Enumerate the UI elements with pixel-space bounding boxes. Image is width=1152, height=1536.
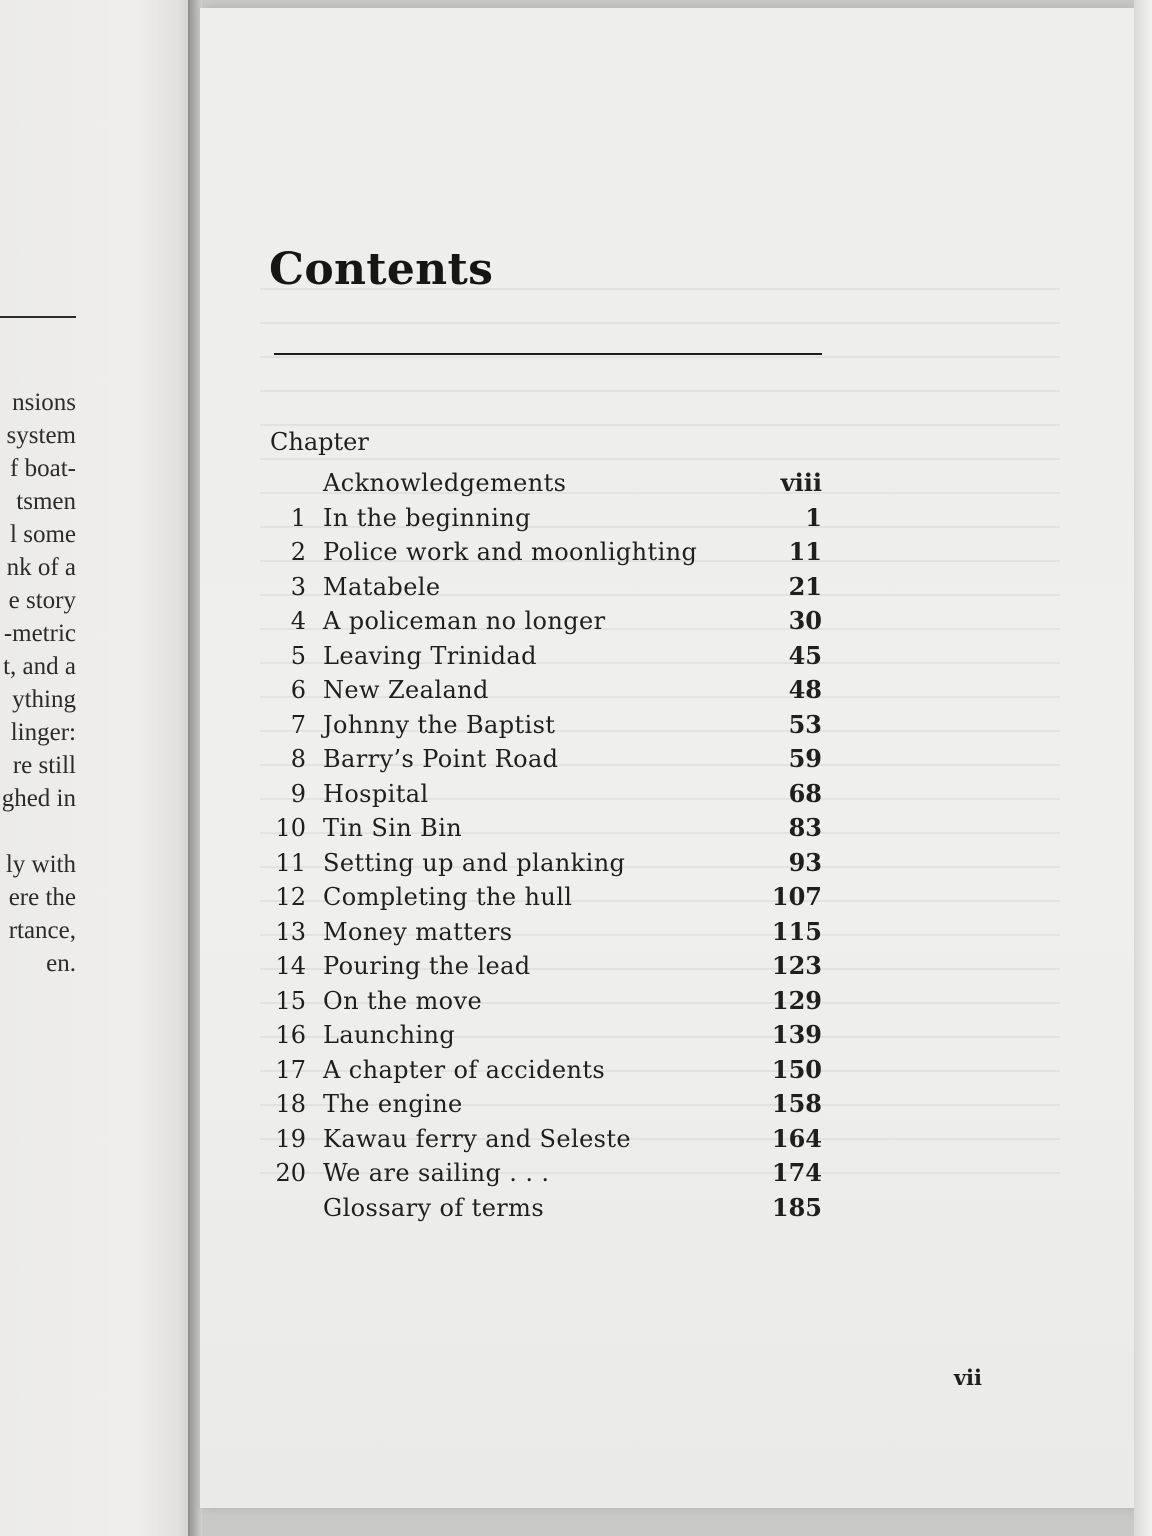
- chapter-page-number: 185: [771, 1192, 822, 1222]
- chapter-title: Completing the hull: [323, 883, 573, 911]
- chapter-number: 17: [275, 1055, 306, 1084]
- toc-entry: [270, 1156, 822, 1191]
- chapter-number: 13: [275, 917, 306, 946]
- chapter-page-number: 30: [788, 606, 822, 635]
- chapter-number: 14: [275, 952, 306, 980]
- chapter-number: 20: [275, 1159, 306, 1187]
- chapter-page-number: 48: [788, 675, 822, 704]
- chapter-page-number: 107: [771, 882, 822, 911]
- chapter-title: Kawau ferry and Seleste: [323, 1124, 632, 1153]
- chapter-number: 8: [290, 745, 306, 773]
- toc-entry: [270, 673, 822, 708]
- chapter-title: Matabele: [323, 572, 441, 601]
- chapter-page-number: 164: [771, 1123, 822, 1153]
- chapter-page-number: 11: [788, 537, 822, 566]
- toc-entry: [270, 708, 822, 743]
- left-page-line: nsions: [12, 389, 76, 416]
- chapter-page-number: 158: [771, 1089, 822, 1118]
- chapter-number: 12: [275, 883, 306, 911]
- chapter-title: A chapter of accidents: [323, 1055, 606, 1084]
- toc-entry: [270, 846, 822, 881]
- toc-entry: [270, 535, 822, 570]
- chapter-title: Launching: [323, 1021, 456, 1049]
- page-title: Contents: [269, 244, 494, 295]
- title-rule: [274, 353, 822, 355]
- left-page-line: ything: [12, 686, 76, 713]
- chapter-number: 11: [275, 848, 306, 877]
- chapter-title: Money matters: [323, 917, 513, 946]
- toc-entry: [270, 1191, 822, 1226]
- chapter-number: 9: [290, 779, 306, 808]
- toc-entry: [270, 880, 822, 915]
- chapter-page-number: viii: [780, 468, 822, 497]
- chapter-title: The engine: [323, 1090, 463, 1118]
- chapter-page-number: 59: [788, 744, 822, 773]
- left-facing-page: [0, 0, 192, 1536]
- toc-entry: [270, 915, 822, 950]
- chapter-number: 16: [275, 1021, 306, 1049]
- chapter-page-number: 1: [805, 502, 822, 532]
- chapter-number: 10: [275, 814, 306, 842]
- chapter-title: Barry’s Point Road: [323, 745, 559, 773]
- chapter-number: 1: [290, 503, 306, 532]
- left-page-line: e story: [8, 587, 76, 614]
- chapter-title: Johnny the Baptist: [323, 710, 556, 739]
- left-page-line: ly with: [5, 851, 76, 878]
- chapter-number: 5: [290, 641, 306, 670]
- chapter-title: A policeman no longer: [323, 607, 606, 635]
- chapter-page-number: 115: [771, 916, 822, 946]
- left-page-line: t, and a: [3, 653, 76, 680]
- left-page-line: -metric: [3, 620, 76, 647]
- toc-entry: [270, 777, 822, 812]
- toc-entry: [270, 1087, 822, 1122]
- toc-entry: [270, 466, 822, 501]
- chapter-title: Leaving Trinidad: [323, 641, 537, 670]
- toc-entry: [270, 1053, 822, 1088]
- chapter-page-number: 93: [788, 847, 822, 877]
- chapter-title: Tin Sin Bin: [323, 814, 463, 842]
- left-page-line: f boat-: [10, 455, 76, 482]
- chapter-number: 15: [275, 986, 306, 1015]
- toc-entry: [270, 1018, 822, 1053]
- chapter-column-label: Chapter: [270, 428, 369, 456]
- left-page-line: tsmen: [16, 488, 76, 515]
- left-page-line: rtance,: [8, 917, 76, 944]
- toc-entry: [270, 811, 822, 846]
- toc-entry: [270, 742, 822, 777]
- background-edge: [1134, 0, 1152, 1536]
- chapter-number: 18: [275, 1090, 306, 1118]
- chapter-number: 3: [290, 572, 306, 601]
- chapter-title: Acknowledgements: [323, 469, 567, 497]
- table-of-contents: [270, 466, 822, 1225]
- toc-entry: [270, 604, 822, 639]
- chapter-page-number: 53: [788, 709, 822, 739]
- toc-entry: [270, 570, 822, 605]
- chapter-title: Police work and moonlighting: [323, 538, 698, 566]
- left-page-line: re still: [12, 752, 76, 779]
- toc-entry: [270, 501, 822, 536]
- chapter-title: Setting up and planking: [323, 848, 626, 877]
- chapter-title: In the beginning: [323, 503, 531, 532]
- chapter-title: On the move: [323, 986, 483, 1015]
- chapter-number: 6: [290, 676, 306, 704]
- chapter-number: 19: [275, 1124, 306, 1153]
- chapter-page-number: 45: [788, 640, 822, 670]
- left-page-line: l some: [10, 521, 76, 548]
- chapter-number: 7: [290, 710, 306, 739]
- chapter-title: Hospital: [323, 779, 429, 808]
- chapter-page-number: 83: [788, 813, 822, 842]
- left-page-line: ere the: [8, 884, 76, 911]
- chapter-page-number: 150: [771, 1054, 822, 1084]
- left-page-line: nk of a: [6, 554, 76, 581]
- chapter-page-number: 123: [771, 951, 822, 980]
- chapter-number: 2: [290, 538, 306, 566]
- chapter-page-number: 21: [788, 571, 822, 601]
- left-page-line: en.: [46, 950, 76, 977]
- left-page-line: ghed in: [1, 785, 76, 812]
- chapter-title: New Zealand: [323, 676, 489, 704]
- toc-entry: [270, 639, 822, 674]
- chapter-page-number: 68: [788, 778, 822, 808]
- toc-entry: [270, 1122, 822, 1157]
- chapter-page-number: 129: [771, 985, 822, 1015]
- left-page-line: [2, 815, 76, 848]
- toc-entry: [270, 949, 822, 984]
- page-number: vii: [953, 1365, 982, 1390]
- chapter-title: Pouring the lead: [323, 952, 531, 980]
- chapter-title: We are sailing . . .: [323, 1159, 550, 1187]
- toc-entry: [270, 984, 822, 1019]
- chapter-page-number: 174: [771, 1158, 822, 1187]
- chapter-number: 4: [290, 607, 306, 635]
- chapter-title: Glossary of terms: [323, 1193, 545, 1222]
- left-page-line: linger:: [10, 719, 76, 746]
- left-page-text: [2, 386, 76, 980]
- chapter-page-number: 139: [771, 1020, 822, 1049]
- left-page-line: system: [6, 422, 76, 449]
- left-page-rule: [0, 316, 76, 318]
- contents-page: [200, 8, 1134, 1508]
